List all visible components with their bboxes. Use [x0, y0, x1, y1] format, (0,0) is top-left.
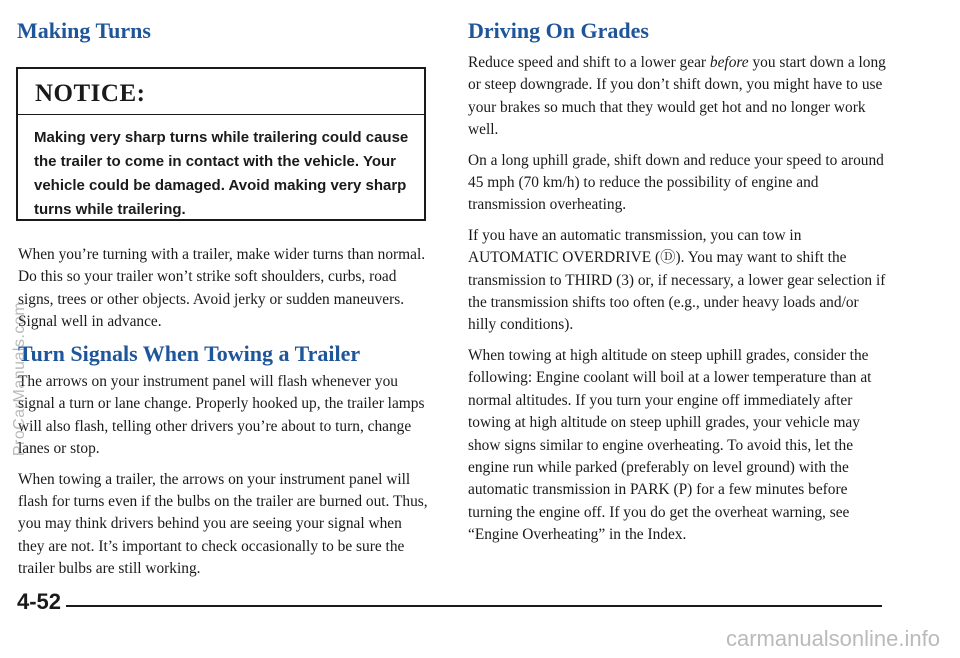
notice-divider	[18, 114, 424, 115]
emphasis-before: before	[709, 54, 749, 71]
driving-on-grades-heading: Driving On Grades	[468, 18, 649, 43]
notice-title: NOTICE:	[35, 80, 146, 107]
turn-signals-body	[18, 371, 430, 589]
grades-paragraph-3: If you have an automatic transmission, you can tow in AUTOMATIC OVERDRIVE (Ⓓ). You may want to shift the transmission to THIRD (3) or, if necessary, a lower gear selection if the transmission shifts too often (e.g., under heavy loads and/or hilly conditions).	[468, 226, 886, 334]
grades-paragraph-4: When towing at high altitude on steep uphill grades, consider the following: Engine coolant will boil at a lower temperature than at normal altitudes. If you turn your engine off immediately after towing at high altitude on steep uphill grades, your vehicle may show signs similar to engine overheating. To avoid this, let the engine run while parked (preferably on level ground) with the automatic transmission in PARK (P) for a few minutes before turning the engine off. If you do get the overheat warning, see “Engine Overheating” in the Index.	[468, 346, 872, 544]
grades-paragraph-1: Reduce speed and shift to a lower gear before you start down a long or steep downgrade. If you don’t shift down, you might have to use your brakes so much that they would get hot and no longer work well.	[468, 54, 886, 139]
notice-text: Making very sharp turns while trailering could cause the trailer to come in contact with the vehicle. Your vehicle could be damaged. Avoid making very sharp turns while trailering.	[34, 129, 409, 218]
bottom-watermark: carmanualsonline.info	[725, 626, 940, 651]
turn-signals-heading: Turn Signals When Towing a Trailer	[18, 341, 361, 366]
driving-on-grades-body	[468, 52, 888, 555]
page-number: 4-52	[17, 589, 62, 614]
notice-box	[16, 67, 426, 221]
side-watermark: ProCarManuals.com	[11, 301, 28, 457]
footer-divider	[66, 605, 882, 607]
grades-paragraph-2: On a long uphill grade, shift down and reduce your speed to around 45 mph (70 km/h) to reduce the possibility of engine and transmission overheating.	[468, 151, 884, 214]
making-turns-paragraph: When you’re turning with a trailer, make wider turns than normal. Do this so your trailer won’t strike soft shoulders, curbs, road signs, trees or other objects. Avoid jerky or sudden maneuvers. Signal well in advance.	[18, 246, 426, 331]
making-turns-heading: Making Turns	[17, 18, 151, 43]
turn-signals-paragraph-2: When towing a trailer, the arrows on your instrument panel will flash for turns even if the bulbs on the trailer are burned out. Thus, you may think drivers behind you are seeing your signal when they are not. It’s important to check occasionally to be sure the trailer bulbs are still working.	[18, 470, 428, 578]
making-turns-body	[18, 244, 430, 342]
turn-signals-paragraph-1: The arrows on your instrument panel will flash whenever you signal a turn or lane change. Properly hooked up, the trailer lamps will also flash, telling other drivers you’re about to turn, change lanes or stop.	[18, 373, 425, 458]
